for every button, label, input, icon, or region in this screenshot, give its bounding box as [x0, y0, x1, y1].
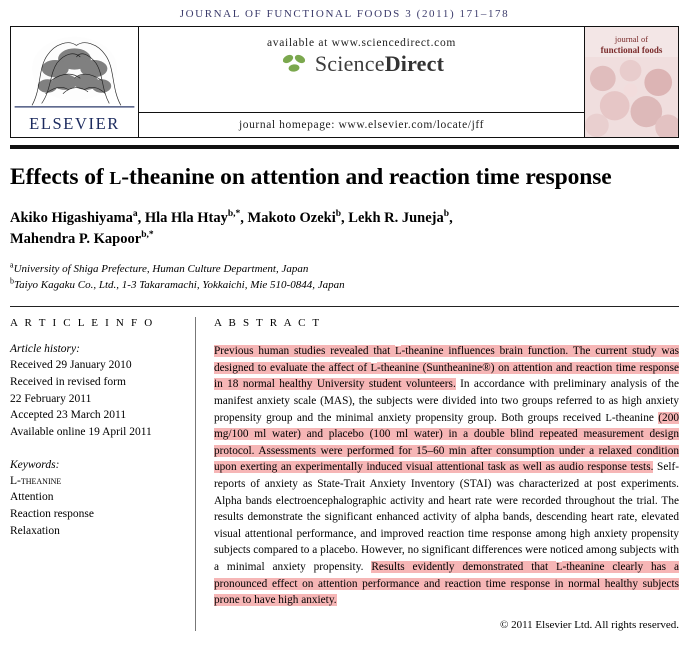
- author-list: Akiko Higashiyama$^a$, Hla Hla Htay$^{b,*}$, Makoto Ozeki$^b$, Lekh R. Juneja$^b$, Mahendra P. Kapoor$^{b,*}$: [10, 209, 453, 248]
- journal-homepage-text: journal homepage: www.elsevier.com/locate/jff: [139, 112, 584, 137]
- elsevier-tree-icon: [11, 30, 138, 115]
- abstract-segment: Results evidently demonstrated that: [371, 561, 557, 573]
- article-info-heading: A R T I C L E I N F O: [10, 317, 155, 330]
- abstract-segment: L: [605, 412, 612, 424]
- cover-title: journal of functional foods: [600, 34, 663, 55]
- section-divider: [10, 306, 679, 307]
- copyright-notice: © 2011 Elsevier Ltd. All rights reserved.: [499, 618, 679, 631]
- keywords-label: Keywords:: [10, 458, 60, 471]
- cover-artwork-icon: [585, 57, 678, 137]
- abstract-heading: A B S T R A C T: [214, 317, 322, 330]
- keyword-item: Attention: [10, 491, 54, 504]
- abstract-segment: L: [395, 346, 402, 358]
- header-divider: [10, 145, 679, 149]
- abstract-segment: -theanine influences brain function. The current study was designed to evaluate the affect of: [214, 345, 679, 374]
- article-history-line: Received in revised form: [10, 375, 126, 388]
- available-at-text: available at www.sciencedirect.com: [266, 37, 457, 49]
- article-history-line: Received 29 January 2010: [10, 359, 132, 372]
- keyword-item: Relaxation: [10, 524, 60, 537]
- sciencedirect-mark-icon: [279, 51, 309, 77]
- abstract-column: [196, 317, 679, 631]
- abstract-segment: L: [556, 562, 563, 573]
- affiliation-list: [10, 262, 679, 294]
- abstract-text: [214, 343, 679, 609]
- keyword-item: L-theanine: [10, 474, 62, 487]
- abstract-segment: In accordance with preliminary analysis of the manifest anxiety scale (MAS), the subjects were divided into two groups referred to as high anxiety propensity group and the minimal anxiety propensity group. Both groups received: [214, 378, 679, 424]
- affiliation-a: $^a$University of Shiga Prefecture, Human Culture Department, Japan: [10, 260, 309, 276]
- publisher-name: ELSEVIER: [29, 114, 120, 133]
- keyword-item: Reaction response: [10, 507, 94, 520]
- masthead-center: [139, 27, 584, 137]
- sciencedirect-logo: [139, 51, 584, 77]
- abstract-segment: L: [370, 362, 377, 374]
- journal-cover-thumbnail: [584, 27, 678, 137]
- sciencedirect-wordmark: ScienceDirect: [314, 51, 445, 76]
- article-info-column: [10, 317, 196, 631]
- article-history-line: Accepted 23 March 2011: [10, 409, 127, 422]
- journal-masthead: [10, 26, 679, 138]
- article-history-label: Article history:: [10, 343, 80, 356]
- running-head: JOURNAL OF FUNCTIONAL FOODS 3 (2011) 171–178: [179, 8, 510, 20]
- article-history-line: Available online 19 April 2011: [10, 425, 152, 438]
- page-title: Effects of L-theanine on attention and reaction time response: [10, 164, 612, 190]
- abstract-segment: -theanine clearly has a pronounced effect on attention performance and reaction time response in normal healthy subjects prone to have high anxiety.: [214, 561, 679, 607]
- article-body: [10, 317, 679, 631]
- abstract-segment: Self-reports of anxiety as State-Trait Anxiety Inventory (STAI) was characterized at post experiments. Alpha bands electroencephalographic activity and heart rate were recorded throughout the trial. The results demonstrate the significant enhanced activity of alpha bands, descending heart rate, elevated visual attentional performance, and improved reaction time response among high anxiety propensity subjects compared to a placebo. However, no significant differences were noticed among subjects with a minimal anxiety propensity.: [214, 461, 679, 573]
- abstract-segment: Previous human studies revealed that: [214, 345, 396, 358]
- abstract-segment: (200 mg/100 ml water) and placebo (100 ml water) in a double blind repeated measurement design protocol. Assessments were performed for 15–60 min after consumption under a relaxed condition upon exerting an experimentally induced visual attentional task as well as audio response tests.: [214, 411, 679, 474]
- affiliation-b: $^b$Taiyo Kagaku Co., Ltd., 1-3 Takaramachi, Yokkaichi, Mie 510-0844, Japan: [10, 276, 345, 292]
- article-history-line: 22 February 2011: [10, 392, 92, 405]
- abstract-segment: -theanine (Suntheanine®) on attention and reaction time response in 18 normal healthy University student volunteers.: [214, 361, 679, 391]
- publisher-logo-box: [11, 27, 139, 137]
- abstract-segment: -theanine: [611, 411, 659, 424]
